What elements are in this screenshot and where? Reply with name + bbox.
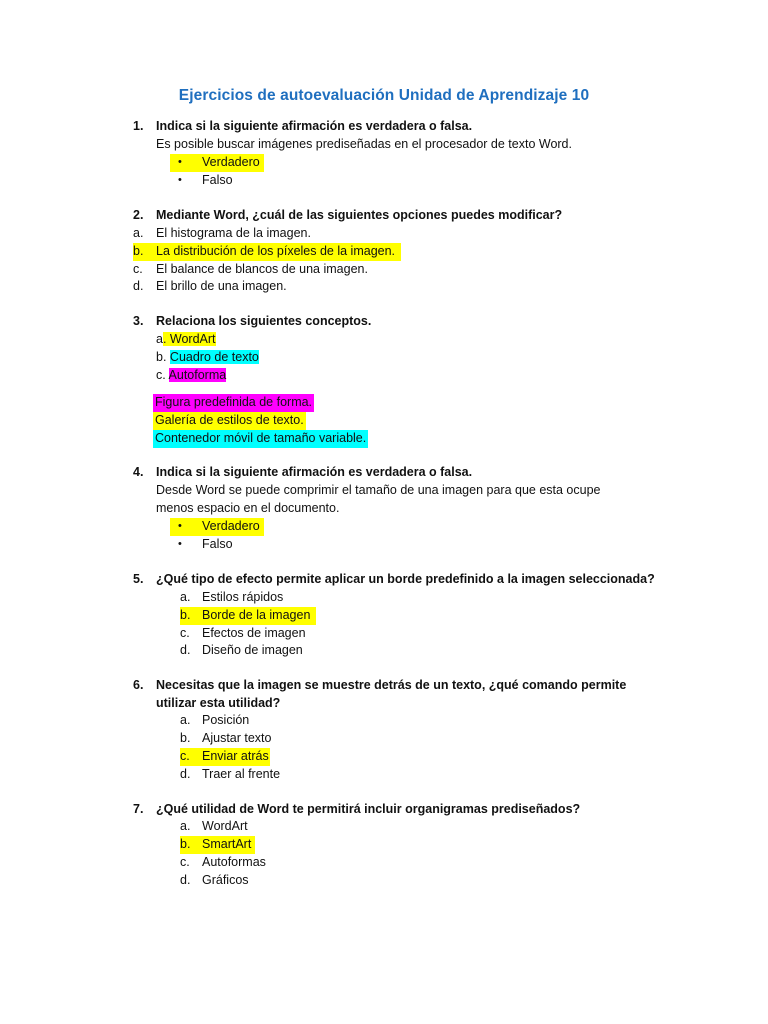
document-page: Ejercicios de autoevaluación Unidad de Aprendizaje 10 1. Indica si la siguiente afirmación es verdadera o falsa. Es posible buscar imágenes prediseñadas en el procesador de texto Word. • Verdadero • Falso 2. Mediante Word, ¿cuál de las siguientes opciones puedes modificar? a. El histograma de la imagen. b. La distribución de los píxeles de la imagen. c. El balance de blancos de una imagen. d. El brillo de una imagen. 3. Relaciona los siguientes conceptos. a. WordArt b. Cuadro de texto c. Autoforma Figura predefinida de forma. Galería de estilos de texto. Contenedor móvil de tamaño variable. 4. Indica si la siguiente afirmación es verdadera o falsa. Desde Word se puede comprimir el tamaño de una imagen para que esta ocupe menos espacio en el documento. • Verdadero • Falso 5. ¿Qué tipo de efecto permite aplicar un borde predefinido a la imagen seleccionada? a. Estilos rápidos b. Borde de la imagen c. Efectos de imagen d. Diseño de imagen 6. Necesitas que la imagen se muestre detrás de un texto, ¿qué comando permite utilizar esta utilidad? a. Posición b. Ajustar texto c. Enviar atrás d. Traer al frente 7. ¿Qué utilidad de Word te permitirá incluir organigramas prediseñados? a. WordArt b. SmartArt c. Autoformas d. Gráficos — [0, 0, 768, 1024]
concept-autoforma: Autoforma — [168, 368, 227, 382]
question-2-option-a: El histograma de la imagen. — [156, 226, 311, 240]
question-2-answer-row — [133, 243, 401, 261]
question-4-number: 4. — [133, 465, 144, 479]
question-7-marker-d: d. — [180, 873, 191, 887]
question-7-number: 7. — [133, 802, 144, 816]
question-2-option-d: El brillo de una imagen. — [156, 279, 287, 293]
question-7-option-a: WordArt — [202, 819, 248, 833]
question-6-text-line-2: utilizar esta utilidad? — [156, 696, 281, 710]
question-2-option-c: El balance de blancos de una imagen. — [156, 262, 368, 276]
question-4-statement-line-2: menos espacio en el documento. — [156, 501, 340, 515]
question-6-answer-row — [180, 748, 270, 766]
question-1-statement: Es posible buscar imágenes prediseñadas en el procesador de texto Word. — [156, 137, 572, 151]
question-3-number: 3. — [133, 314, 144, 328]
question-6-marker-b: b. — [180, 731, 191, 745]
definition-figura: Figura predefinida de forma. — [153, 394, 314, 412]
question-7-option-c: Autoformas — [202, 855, 266, 869]
question-2-marker-b: b. — [133, 244, 144, 258]
question-2-marker-d: d. — [133, 279, 144, 293]
question-2-marker-c: c. — [133, 262, 143, 276]
question-5-marker-d: d. — [180, 643, 191, 657]
bullet-icon: • — [178, 156, 182, 168]
question-6-marker-c: c. — [180, 749, 190, 763]
question-5-text: ¿Qué tipo de efecto permite aplicar un borde predefinido a la imagen seleccionada? — [156, 572, 655, 586]
question-6-marker-a: a. — [180, 713, 191, 727]
question-6-number: 6. — [133, 678, 144, 692]
concept-cuadro-de-texto: Cuadro de texto — [169, 350, 259, 364]
question-3-marker-a: a — [156, 332, 163, 346]
question-5-marker-a: a. — [180, 590, 191, 604]
question-5-option-d: Diseño de imagen — [202, 643, 303, 657]
question-5-marker-c: c. — [180, 626, 190, 640]
question-3-concept-b — [156, 349, 259, 367]
question-7-option-d: Gráficos — [202, 873, 249, 887]
question-4-statement-line-1: Desde Word se puede comprimir el tamaño de una imagen para que esta ocupe — [156, 483, 601, 497]
definition-contenedor: Contenedor móvil de tamaño variable. — [153, 430, 368, 448]
bullet-icon: • — [178, 538, 182, 550]
question-5-marker-b: b. — [180, 608, 191, 622]
question-2-marker-a: a. — [133, 226, 144, 240]
concept-wordart: . WordArt — [162, 332, 216, 346]
question-7-text: ¿Qué utilidad de Word te permitirá incluir organigramas prediseñados? — [156, 802, 581, 816]
question-7-marker-a: a. — [180, 819, 191, 833]
question-3-concept-c — [156, 367, 226, 385]
question-2-text: Mediante Word, ¿cuál de las siguientes opciones puedes modificar? — [156, 208, 563, 222]
question-3-text: Relaciona los siguientes conceptos. — [156, 314, 372, 328]
question-2-option-b: La distribución de los píxeles de la imagen. — [156, 244, 396, 258]
question-5-option-b: Borde de la imagen — [202, 608, 311, 622]
bullet-icon: • — [178, 174, 182, 186]
question-4-text: Indica si la siguiente afirmación es verdadera o falsa. — [156, 465, 473, 479]
question-2-number: 2. — [133, 208, 144, 222]
question-7-answer-row — [180, 836, 255, 854]
definition-galeria: Galería de estilos de texto. — [153, 412, 306, 430]
question-3-marker-c: c. — [156, 368, 166, 382]
bullet-icon: • — [178, 520, 182, 532]
question-6-option-c: Enviar atrás — [202, 749, 269, 763]
question-3-concept-a — [156, 331, 216, 349]
question-6-option-a: Posición — [202, 713, 250, 727]
question-4-option-1: • Verdadero — [170, 518, 264, 536]
question-1-number: 1. — [133, 119, 144, 133]
question-6-marker-d: d. — [180, 767, 191, 781]
page-title: Ejercicios de autoevaluación Unidad de Aprendizaje 10 — [178, 87, 590, 104]
question-5-number: 5. — [133, 572, 144, 586]
question-1-text: Indica si la siguiente afirmación es verdadera o falsa. — [156, 119, 473, 133]
question-7-marker-c: c. — [180, 855, 190, 869]
question-6-option-b: Ajustar texto — [202, 731, 272, 745]
question-6-option-d: Traer al frente — [202, 767, 281, 781]
question-5-option-c: Efectos de imagen — [202, 626, 306, 640]
question-1-option-1: • Verdadero — [170, 154, 264, 172]
question-5-answer-row — [180, 607, 316, 625]
question-3-marker-b: b. — [156, 350, 167, 364]
question-6-text-line-1: Necesitas que la imagen se muestre detrás de un texto, ¿qué comando permite — [156, 678, 627, 692]
question-7-option-b: SmartArt — [202, 837, 252, 851]
question-7-marker-b: b. — [180, 837, 191, 851]
question-5-option-a: Estilos rápidos — [202, 590, 284, 604]
